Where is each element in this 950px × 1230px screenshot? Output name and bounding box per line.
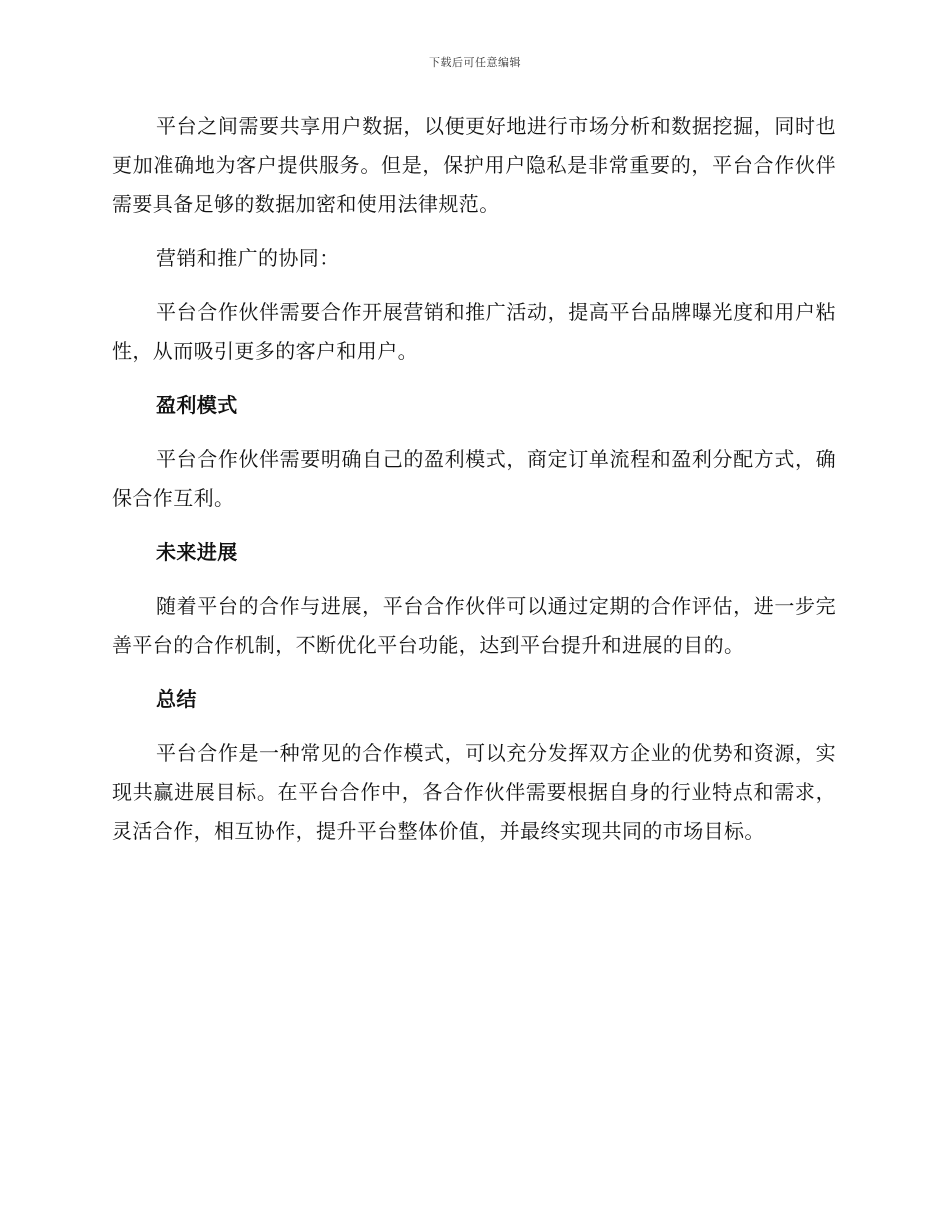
heading-summary: 总结 bbox=[156, 687, 197, 711]
paragraph-marketing-label: 营销和推广的协同： bbox=[156, 246, 340, 270]
heading-profit-model: 盈利模式 bbox=[156, 393, 238, 417]
paragraph-profit-model: 平台合作伙伴需要明确自己的盈利模式，商定订单流程和盈利分配方式，确保合作互利。 bbox=[112, 447, 836, 510]
heading-future-progress: 未来进展 bbox=[156, 540, 238, 564]
document-body bbox=[112, 107, 836, 866]
paragraph-future-progress: 随着平台的合作与进展，平台合作伙伴可以通过定期的合作评估，进一步完善平台的合作机制，不断优化平台功能，达到平台提升和进展的目的。 bbox=[112, 594, 836, 657]
paragraph-marketing: 平台合作伙伴需要合作开展营销和推广活动，提高平台品牌曝光度和用户粘性，从而吸引更多的客户和用户。 bbox=[112, 300, 836, 363]
page-header: 下载后可任意编辑 bbox=[429, 56, 521, 69]
paragraph-summary: 平台合作是一种常见的合作模式，可以充分发挥双方企业的优势和资源，实现共赢进展目标。在平台合作中，各合作伙伴需要根据自身的行业特点和需求，灵活合作，相互协作，提升平台整体价值，并最终实现共同的市场目标。 bbox=[112, 741, 836, 843]
paragraph-data-sharing: 平台之间需要共享用户数据，以便更好地进行市场分析和数据挖掘，同时也更加准确地为客户提供服务。但是，保护用户隐私是非常重要的，平台合作伙伴需要具备足够的数据加密和使用法律规范。 bbox=[112, 114, 836, 216]
